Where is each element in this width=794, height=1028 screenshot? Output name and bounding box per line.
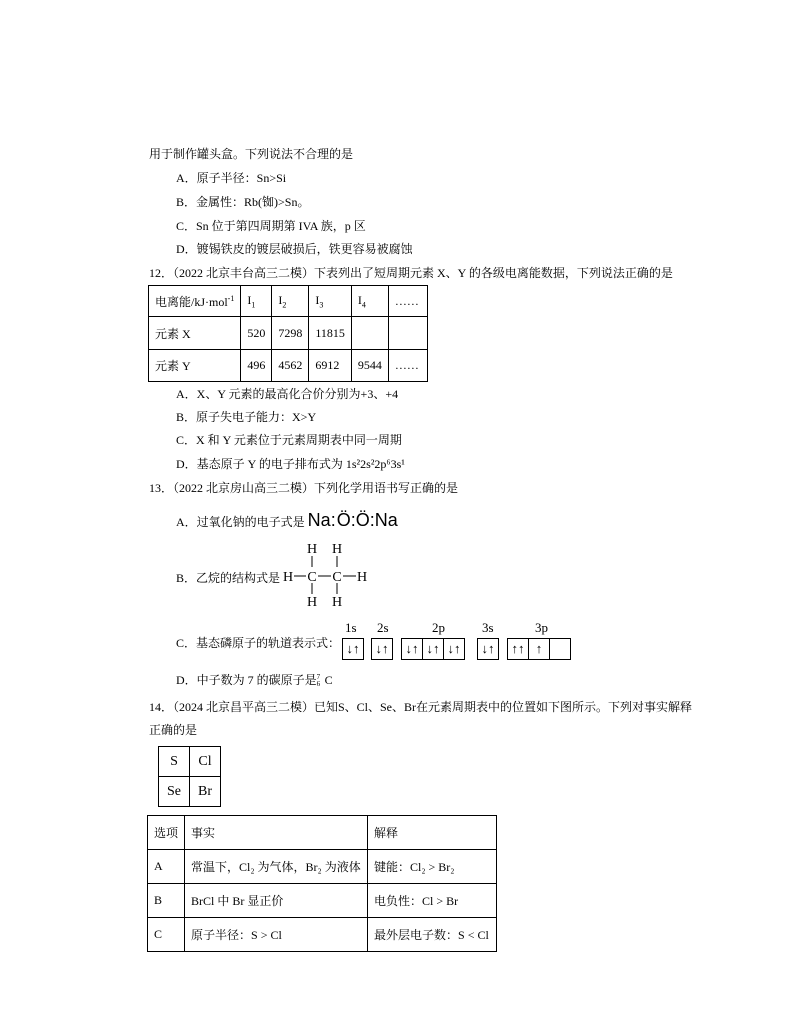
table-header: 解释	[368, 816, 497, 850]
orbital-3s	[478, 638, 499, 660]
electron-configuration: 1s²2s²2p⁶3s¹	[345, 457, 405, 471]
ionization-energy-table	[148, 285, 428, 382]
table-header: $I_3$	[309, 286, 352, 317]
q11-option-a: A．原子半径：Sn>Si	[176, 171, 287, 185]
orbital-2p	[402, 638, 465, 660]
table-cell: 键能：Cl₂ > Br₂	[368, 850, 497, 884]
q14-stem-line1: 14．（2024 北京昌平高三二模）已知S、Cl、Se、Br在元素周期表中的位置如下图所示。下列对事实解释	[149, 700, 693, 714]
table-cell: 元素 Y	[149, 350, 241, 382]
table-cell: B	[148, 884, 185, 918]
atom-c: C	[307, 570, 317, 585]
orbital-2s	[372, 638, 393, 660]
table-header: 选项	[148, 816, 185, 850]
table-cell: 最外层电子数：S < Cl	[368, 918, 497, 952]
atom-h: H	[306, 542, 318, 557]
table-cell: 6912	[309, 350, 352, 382]
grid-cell: Se	[159, 777, 190, 807]
table-cell: 4562	[272, 350, 309, 382]
orbital-label-2s: 2s	[377, 620, 389, 635]
q11-stem-tail: 用于制作罐头盒。下列说法不合理的是	[149, 147, 354, 161]
table-cell: 7298	[272, 317, 309, 350]
grid-cell: Cl	[190, 747, 221, 777]
table-cell: ……	[388, 350, 427, 382]
q13-option-c: C．基态磷原子的轨道表示式：	[176, 636, 341, 650]
table-header: $I_1$	[241, 286, 272, 317]
orbital-box-paired: ↓↑	[401, 638, 423, 660]
table-cell	[351, 317, 388, 350]
table-cell	[388, 317, 427, 350]
table-cell: 520	[241, 317, 272, 350]
q11-option-b: B．金属性：Rb(铷)>Sn。	[176, 195, 310, 209]
q12-option-a: A．X、Y 元素的最高化合价分别为+3、+4	[176, 387, 399, 401]
atom-c: C	[332, 570, 342, 585]
orbital-1s	[343, 638, 364, 660]
q12-option-d: D．基态原子 Y 的电子排布式为 1s²2s²2p⁶3s¹	[176, 457, 405, 471]
q13-option-b: B．乙烷的结构式是	[176, 571, 281, 585]
q14-options-table	[147, 815, 497, 952]
table-header: 事实	[185, 816, 368, 850]
q11-option-c: C．Sn 位于第四周期第 IVA 族，p 区	[176, 219, 366, 233]
table-cell: 常温下，Cl₂ 为气体，Br₂ 为液体	[185, 850, 368, 884]
q13-option-d: D．中子数为 7 的碳原子是 7 6 C	[176, 673, 333, 689]
table-cell: 9544	[351, 350, 388, 382]
q12-option-b: B．原子失电子能力：X>Y	[176, 410, 317, 424]
table-cell: 电负性：Cl > Br	[368, 884, 497, 918]
q12-stem: 12．（2022 北京丰台高三二模）下表列出了短周期元素 X、Y 的各级电离能数据，下列说法正确的是	[149, 266, 673, 280]
orbital-box-up: ↑	[528, 638, 550, 660]
orbital-box-paired: ↓↑	[422, 638, 444, 660]
atom-h: H	[282, 570, 294, 585]
atom-h: H	[356, 570, 368, 585]
q12-option-c: C．X 和 Y 元素位于元素周期表中同一周期	[176, 433, 402, 447]
q13-stem: 13．（2022 北京房山高三二模）下列化学用语书写正确的是	[149, 481, 459, 495]
table-cell: 496	[241, 350, 272, 382]
table-header: ……	[388, 286, 427, 317]
orbital-label-1s: 1s	[345, 620, 357, 635]
element-position-grid	[158, 746, 221, 807]
grid-cell: S	[159, 747, 190, 777]
table-cell: BrCl 中 Br 显正价	[185, 884, 368, 918]
table-cell: A	[148, 850, 185, 884]
sodium-peroxide-electron-formula: Na:Ö:Ö:Na	[307, 510, 398, 530]
orbital-box-paired: ↑↑	[507, 638, 529, 660]
atom-h: H	[306, 595, 318, 610]
grid-cell: Br	[190, 777, 221, 807]
table-cell: 原子半径：S > Cl	[185, 918, 368, 952]
table-cell: 元素 X	[149, 317, 241, 350]
orbital-label-2p: 2p	[432, 620, 445, 635]
orbital-box-paired: ↓↑	[443, 638, 465, 660]
orbital-label-3s: 3s	[482, 620, 494, 635]
table-cell: 11815	[309, 317, 352, 350]
table-header: 电离能/kJ·mol$^{-1}$	[149, 286, 241, 317]
orbital-label-3p: 3p	[535, 620, 548, 635]
q11-option-d: D．镀锡铁皮的镀层破损后，铁更容易被腐蚀	[176, 242, 413, 256]
ethane-structure	[278, 540, 378, 610]
orbital-box-paired: ↓↑	[477, 638, 499, 660]
q13-option-a: A．过氧化钠的电子式是 Na:Ö:Ö:Na	[176, 510, 398, 530]
table-header: $I_4$	[351, 286, 388, 317]
q14-stem-line2: 正确的是	[149, 723, 198, 737]
orbital-box-paired: ↓↑	[342, 638, 364, 660]
atom-h: H	[331, 542, 343, 557]
orbital-3p	[508, 638, 571, 660]
table-cell: C	[148, 918, 185, 952]
table-header: $I_2$	[272, 286, 309, 317]
orbital-box-paired: ↓↑	[371, 638, 393, 660]
atom-h: H	[331, 595, 343, 610]
orbital-box-empty	[549, 638, 571, 660]
